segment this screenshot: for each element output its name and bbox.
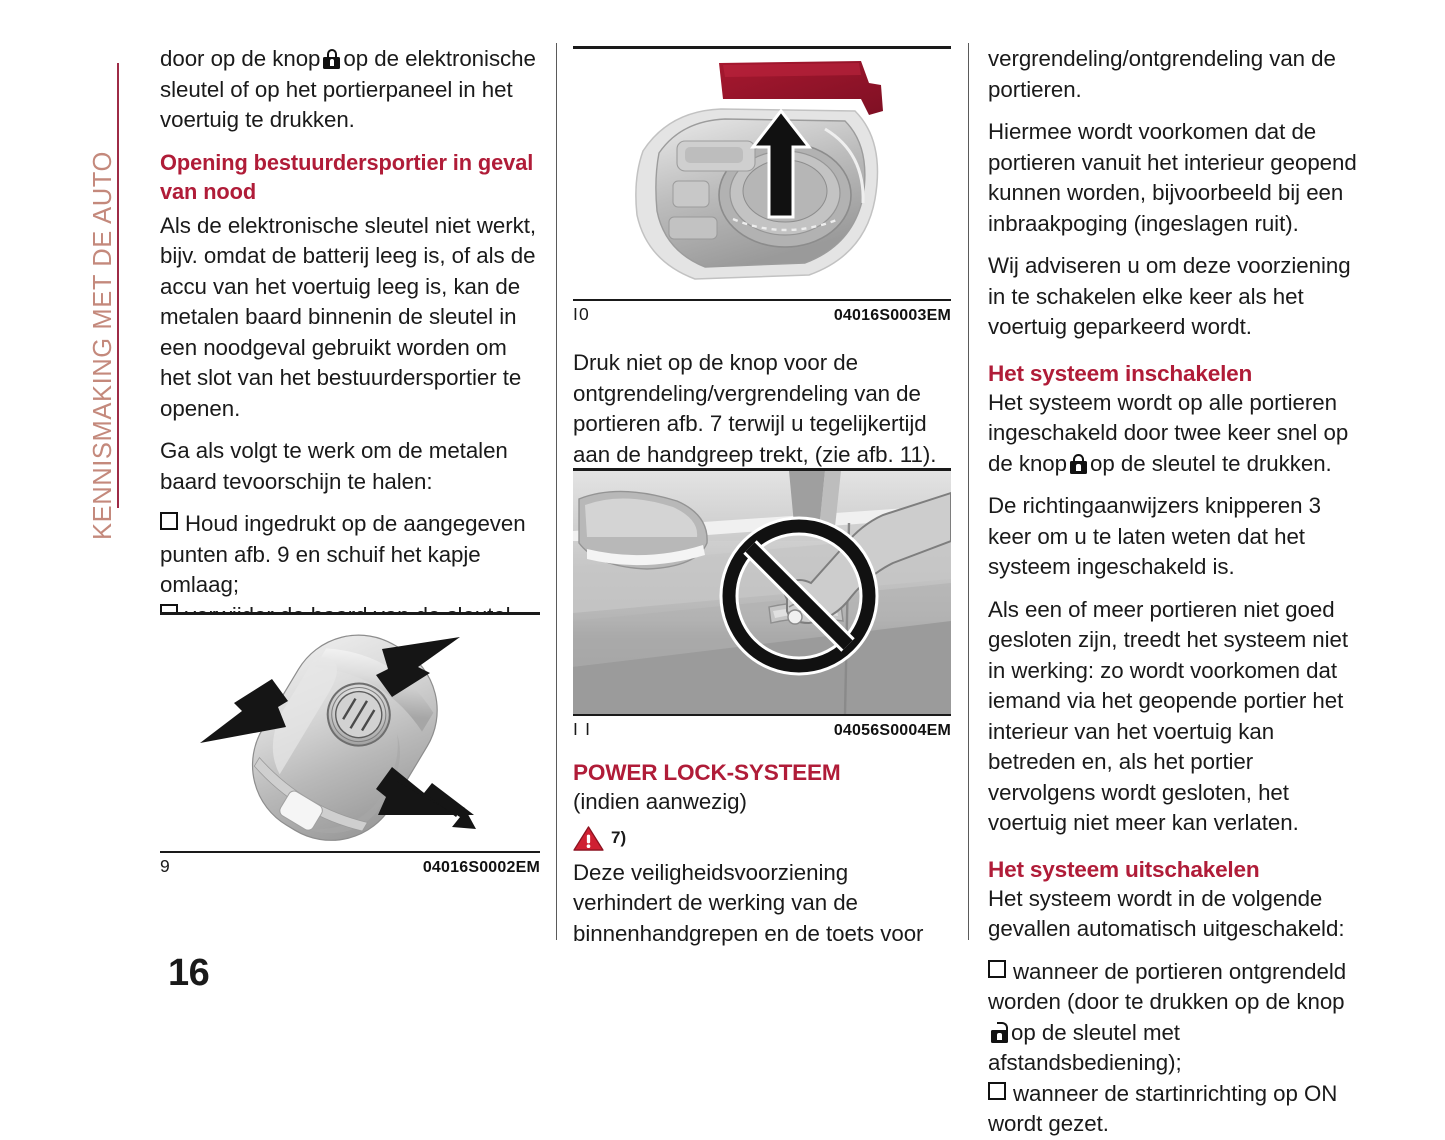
paragraph-prevent: Hiermee wordt voorkomen dat de portieren vanuit het interieur geopend kunnen worden, bijvoorbeeld bij een inbraakpoging (ingeslagen ruit). — [988, 119, 1357, 236]
heading-disable-system: Het systeem uitschakelen — [988, 856, 1260, 882]
chapter-rule — [117, 63, 119, 508]
figure-11-code: 04056S0004EM — [833, 722, 951, 740]
warning-triangle-icon — [573, 825, 604, 852]
list-item-label: Houd ingedrukt op de aangegeven punten afb. 9 en schuif het kapje omlaag; — [160, 511, 526, 597]
paragraph-handle-warning: Druk niet op de knop voor de ontgrendeling/vergrendeling van de portieren afb. 7 terwijl u tegelijkertijd aan de handgreep trekt, (zie afb. 11). — [573, 350, 937, 467]
page-number: 16 — [168, 952, 210, 994]
square-bullet-icon — [160, 512, 178, 530]
heading-emergency-opening: Opening bestuurdersportier in geval van nood — [160, 149, 534, 204]
list-item-label: wanneer de startinrichting op ON wordt gezet. — [988, 1080, 1338, 1136]
square-bullet-icon — [988, 960, 1006, 978]
figure-9-number: 9 — [160, 856, 171, 877]
paragraph-intro — [160, 44, 538, 136]
figure-11-image — [573, 471, 951, 714]
square-bullet-icon — [988, 1082, 1006, 1100]
paragraph-intro-part2: op de elektronische sleutel of op het portierpaneel in het voertuig te drukken. — [160, 46, 536, 132]
paragraph-enable — [988, 388, 1363, 480]
figure-9 — [160, 612, 540, 877]
key-fob-illustration — [160, 615, 540, 851]
lock-closed-icon — [323, 49, 340, 69]
paragraph-doors-open: Als een of meer portieren niet goed gesloten zijn, treedt het systeem niet in werking: zo wordt voorkomen dat iemand via het geopende portier het interieur van het voertuig kan betreden en, als het portier vervolgens wordt gesloten, het voertuig niet meer kan verlaten. — [988, 596, 1349, 835]
warning-reference-row — [573, 825, 951, 852]
column-2-text-upper — [573, 348, 951, 482]
lock-closed-icon — [1070, 454, 1087, 474]
figure-10 — [573, 46, 951, 325]
figure-9-caption — [160, 853, 540, 877]
door-handle-prohibition-illustration — [573, 471, 951, 714]
column-divider-1 — [556, 43, 557, 940]
subtitle-power-lock: (indien aanwezig) — [573, 789, 747, 814]
chapter-side-tab — [86, 40, 120, 540]
list-item — [160, 509, 538, 601]
paragraph-blinkers: De richtingaanwijzers knipperen 3 keer om u te laten weten dat het systeem ingeschakeld is. — [988, 493, 1321, 579]
key-blade-removal-illustration — [573, 49, 951, 299]
figure-9-code: 04016S0002EM — [422, 859, 540, 877]
lock-open-icon — [991, 1023, 1008, 1043]
list-item-label-part2: op de sleutel met afstandsbediening); — [988, 1019, 1182, 1075]
paragraph-emergency: Als de elektronische sleutel niet werkt, bijv. omdat de batterij leeg is, of als de accu van het voertuig leeg is, kan de metalen baard binnenin de sleutel in een noodgeval gebruikt worden om het slot van het bestuurdersportier te openen. — [160, 212, 536, 421]
paragraph-continued: vergrendeling/ontgrendeling van de portieren. — [988, 46, 1336, 102]
column-2-text-lower — [573, 758, 951, 961]
list-item — [988, 1079, 1363, 1140]
chapter-title: KENNISMAKING MET DE AUTO — [89, 151, 117, 540]
column-3 — [988, 44, 1363, 1140]
paragraph-enable-part1: Het systeem wordt op alle portieren ingeschakeld door twee keer snel op de knop — [988, 389, 1349, 476]
figure-11 — [573, 468, 951, 740]
paragraph-power-lock: Deze veiligheidsvoorziening verhindert de werking van de binnenhandgrepen en de toets voor — [573, 859, 924, 946]
figure-9-image — [160, 615, 540, 851]
paragraph-disable-intro: Het systeem wordt in de volgende gevallen automatisch uitgeschakeld: — [988, 885, 1345, 941]
figure-10-number: I0 — [573, 304, 590, 325]
paragraph-advice: Wij adviseren u om deze voorziening in te schakelen elke keer als het voertuig geparkeerd wordt. — [988, 253, 1351, 339]
column-divider-2 — [968, 43, 969, 940]
key-housing — [636, 109, 878, 279]
paragraph-intro-part1: door op de knop — [160, 46, 321, 71]
figure-11-caption — [573, 716, 951, 740]
heading-power-lock: POWER LOCK-SYSTEEM — [573, 760, 841, 785]
figure-10-caption — [573, 301, 951, 325]
figure-10-code: 04016S0003EM — [833, 307, 951, 325]
warning-note-number: 7) — [611, 828, 627, 847]
paragraph-enable-part2: op de sleutel te drukken. — [1090, 450, 1332, 476]
heading-enable-system: Het systeem inschakelen — [988, 360, 1253, 386]
figure-10-image — [573, 49, 951, 299]
figure-11-number: I I — [573, 719, 592, 740]
paragraph-steps-intro: Ga als volgt te werk om de metalen baard tevoorschijn te halen: — [160, 438, 508, 494]
list-item-label-part1: wanneer de portieren ontgrendeld worden (door te drukken op de knop — [988, 958, 1347, 1014]
